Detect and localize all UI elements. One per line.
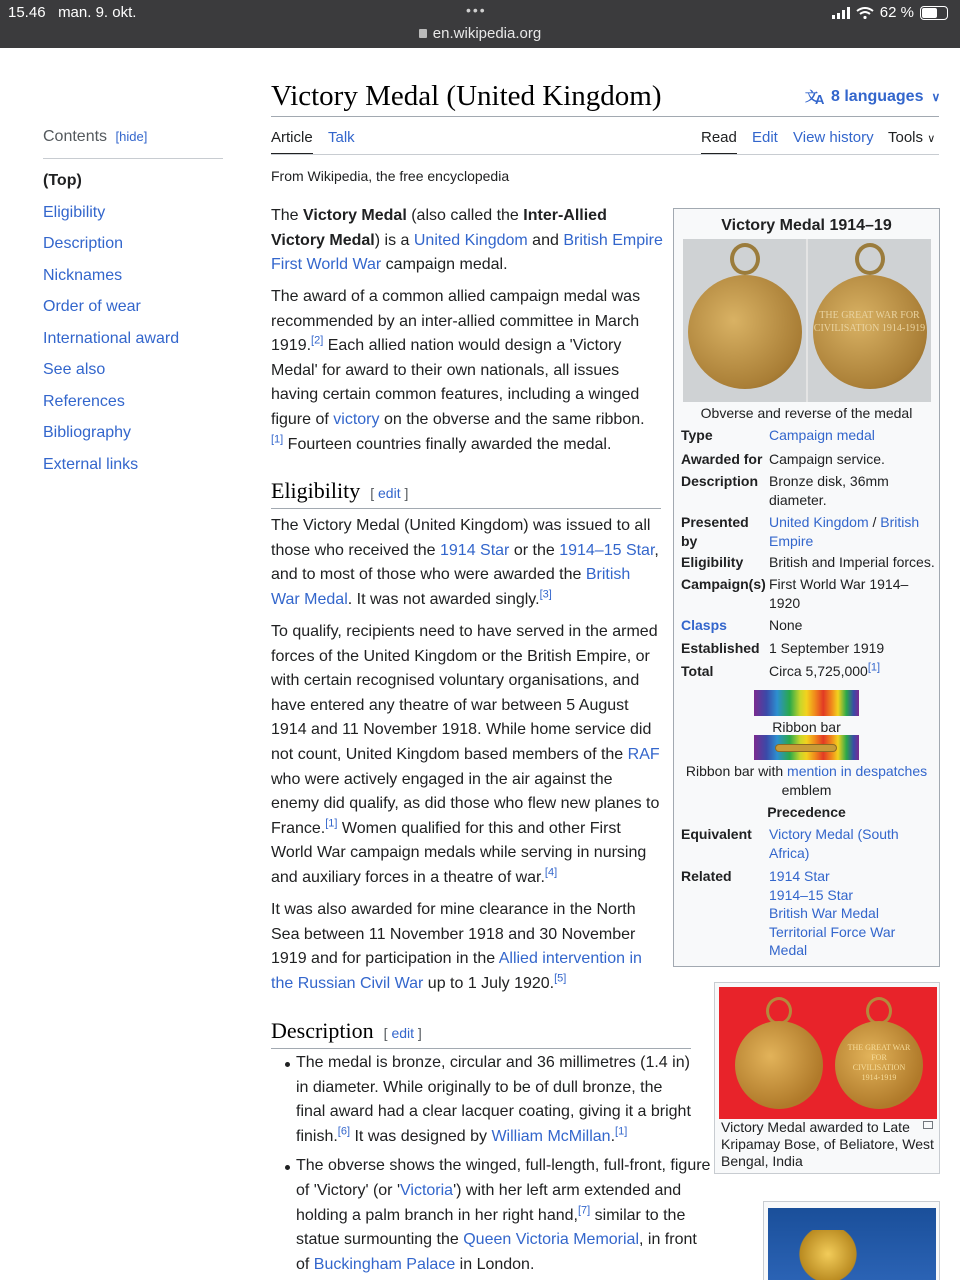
toc-item-references[interactable]: References (43, 392, 125, 410)
status-indicators (832, 4, 948, 21)
more-icon[interactable]: ••• (466, 2, 487, 18)
tools-menu[interactable]: Tools ∨ (888, 129, 936, 146)
page-tabs (271, 129, 939, 155)
ref-link[interactable]: [2] (311, 334, 324, 347)
description-list (283, 1051, 713, 1280)
link-first-world-war[interactable]: First World War (271, 256, 382, 274)
thumbnail-caption: Victory Medal awarded to Late Kripamay Bose, of Beliatore, West Bengal, India (721, 1119, 934, 1169)
link-1914-15-star[interactable]: 1914–15 Star (769, 886, 854, 903)
ref-link[interactable]: [5] (554, 972, 567, 985)
link-1914-star[interactable]: 1914 Star (769, 868, 830, 884)
infobox: Victory Medal 1914–19 THE GREAT WAR FOR CIVILISATION 1914-1919 Obverse and reverse of the medal Type Campaign medal Awarded for Campaign service. Description Bronze disk, 36mm diameter. Presented by United Kingdom / British Empire Eligibility British and Imperial forces. Campaign(s) First World War 1914–1920 Clasps None Established 1 September 1919 Total Circa 5,725,000[1] Ribbon bar Ribbon bar with mention in despatches emblem Precedence Equivalent Victory Medal (South Africa) Related 1914 Star 1914–15 Star British War Medal Territorial Force War Medal (673, 208, 940, 967)
edit-section-link[interactable]: edit (378, 485, 401, 501)
battery-text: 62 % (879, 4, 914, 21)
toc-item-order-of-wear[interactable]: Order of wear (43, 298, 141, 315)
chevron-down-icon: ∨ (931, 90, 941, 104)
intro-paragraph-2: The award of a common allied campaign medal was recommended by an inter-allied committee in March 1919.[2] Each allied nation would design a 'Victory Medal' for award to their own nationals, all issues having certain common features, including a winged figure of victory on the obverse and the same ribbon.[1] Fourteen countries finally awarded the medal. (271, 288, 645, 453)
medal-photo[interactable] (719, 987, 937, 1119)
section-heading-description: Description [ edit ] (271, 1018, 691, 1049)
chevron-down-icon: ∨ (927, 133, 936, 145)
ref-link[interactable]: [7] (577, 1204, 591, 1217)
ref-link[interactable]: [1] (867, 661, 881, 674)
toc-hide-link[interactable]: [hide] (115, 129, 148, 144)
toc-heading: Contents [hide] (43, 128, 223, 159)
address-bar[interactable]: en.wikipedia.org (0, 25, 960, 42)
list-item: The medal is bronze, circular and 36 millimetres (1.4 in) in diameter. While originally to be of dull bronze, the final award had a clear lacquer coating, giving it a bright finish.[6] It was designed by William McMillan.[1] (283, 1051, 693, 1149)
toc-item-bibliography[interactable]: Bibliography (43, 424, 132, 441)
toc-item-top[interactable]: (Top) (43, 172, 82, 189)
battery-icon (920, 6, 948, 20)
enlarge-icon[interactable] (923, 1121, 933, 1129)
link-campaign-medal[interactable]: Campaign medal (769, 427, 875, 443)
link-queen-victoria-memorial[interactable]: Queen Victoria Memorial (463, 1231, 639, 1249)
section-heading-eligibility: Eligibility [ edit ] (271, 478, 661, 509)
lock-icon (419, 29, 427, 38)
ribbon-bar (754, 690, 859, 716)
link-british-empire[interactable]: British Empire (563, 231, 663, 249)
intro-paragraph-1: The Victory Medal (also called the Inter-Allied Victory Medal) is a United Kingdom and British Empire First World War campaign medal. (271, 207, 663, 274)
languages-button[interactable]: 文 A 8 languages ∨ (805, 88, 941, 106)
medal-image[interactable] (683, 239, 931, 402)
tabs-divider (271, 154, 939, 155)
wifi-icon (856, 7, 874, 19)
toc-item-description[interactable]: Description (43, 235, 124, 252)
link-victory-medal-south-africa[interactable]: Victory Medal (South Africa) (769, 826, 899, 861)
toc-item-eligibility[interactable]: Eligibility (43, 203, 106, 221)
oak-leaf-emblem (776, 745, 836, 751)
eligibility-paragraph-2: To qualify, recipients need to have served in the armed forces of the United Kingdom or the British Empire, or with certain recognised voluntary organisations, and have entered any theatre of war between 5 August 1914 and 11 November 1918. While home service did not count, United Kingdom based members of the RAF who were actively engaged in the air against the enemy did qualify, as did those who flew new planes to France.[1] Women qualified for this and other First World War campaign medals while serving in nursing and auxiliary forces in a theatre of war.[4] (271, 623, 660, 886)
status-time: 15.46 man. 9. okt. (8, 4, 137, 21)
infobox-title: Victory Medal 1914–19 (721, 217, 892, 234)
tab-edit[interactable]: Edit (752, 129, 778, 146)
translate-icon (805, 88, 827, 106)
eligibility-paragraph-3: It was also awarded for mine clearance in the North Sea between 11 November 1918 and 30 November 1919 and for participation in the Allied intervention in the Russian Civil War up to 1 July 1920.[5] (271, 901, 642, 992)
table-of-contents (43, 128, 223, 480)
ref-link[interactable]: [1] (271, 433, 284, 446)
link-united-kingdom[interactable]: United Kingdom (413, 231, 528, 249)
site-subtitle: From Wikipedia, the free encyclopedia (271, 168, 510, 184)
image-thumbnail-2[interactable] (763, 1201, 940, 1280)
link-william-mcmillan[interactable]: William McMillan (491, 1127, 611, 1145)
toc-item-external-links[interactable]: External links (43, 455, 139, 473)
link-territorial-force-war-medal[interactable]: Territorial Force War Medal (769, 923, 896, 959)
list-item: The obverse shows the winged, full-length, full-front, figure of 'Victory' (or 'Victoria') with her left arm extended and holding a palm branch in her right hand,[7] similar to the statue surmounting the Queen Victoria Memorial, in front of Buckingham Palace in London. (283, 1154, 713, 1277)
link-raf[interactable]: RAF (627, 745, 660, 763)
toc-item-nicknames[interactable]: Nicknames (43, 266, 123, 284)
image-caption: Obverse and reverse of the medal (700, 405, 913, 421)
toc-item-see-also[interactable]: See also (43, 361, 106, 378)
ribbon-bar-mid (754, 735, 859, 760)
tab-talk[interactable]: Talk (328, 129, 355, 146)
svg-text:A: A (815, 92, 825, 106)
edit-section-link[interactable]: edit (391, 1025, 415, 1041)
link-buckingham-palace[interactable]: Buckingham Palace (313, 1255, 456, 1273)
title-divider (271, 116, 939, 117)
status-bar (0, 0, 960, 48)
link-united-kingdom[interactable]: United Kingdom (769, 514, 869, 530)
medal-obverse (683, 239, 806, 402)
eligibility-paragraph-1: The Victory Medal (United Kingdom) was issued to all those who received the 1914 Star or the 1914–15 Star, and to most of those who were awarded the British War Medal. It was not awarded singly.[3] (271, 517, 659, 608)
link-clasps[interactable]: Clasps (681, 617, 727, 633)
signal-icon (832, 7, 850, 19)
ref-link[interactable]: [3] (539, 588, 552, 601)
link-british-war-medal[interactable]: British War Medal (271, 566, 631, 608)
ref-link[interactable]: [1] (325, 817, 338, 830)
link-british-empire[interactable]: British Empire (769, 514, 920, 549)
medal-photo-inscription: THE GREAT WAR FOR CIVILISATION 1914-1919 (847, 1043, 911, 1082)
ribbon-mid-caption: Ribbon bar with mention in despatches emblem (685, 763, 928, 798)
statue-photo[interactable] (768, 1208, 936, 1280)
medal-inscription: THE GREAT WAR FOR CIVILISATION 1914-1919 (813, 310, 926, 334)
tab-read[interactable]: Read (701, 129, 737, 146)
page-title: Victory Medal (United Kingdom) (271, 80, 662, 112)
link-allied-intervention[interactable]: Allied intervention in the Russian Civil War (271, 950, 642, 992)
image-thumbnail[interactable] (714, 982, 940, 1174)
link-1914-star[interactable]: 1914 Star (440, 541, 510, 559)
link-victoria[interactable]: Victoria (400, 1181, 454, 1199)
ref-link[interactable]: [6] (337, 1125, 351, 1138)
link-1914-15-star[interactable]: 1914–15 Star (559, 541, 655, 559)
ribbon-caption: Ribbon bar (772, 719, 841, 735)
precedence-heading: Precedence (767, 804, 846, 820)
svg-text:文: 文 (805, 89, 819, 104)
link-mention-in-despatches[interactable]: mention in despatches (787, 763, 928, 779)
medal-reverse (806, 239, 931, 402)
link-victory[interactable]: victory (333, 410, 380, 428)
link-british-war-medal[interactable]: British War Medal (769, 905, 879, 922)
toc-item-international-award[interactable]: International award (43, 329, 180, 347)
ref-link[interactable]: [4] (544, 866, 558, 879)
tab-view-history[interactable]: View history (793, 129, 874, 146)
ref-link[interactable]: [1] (615, 1125, 628, 1138)
tab-article[interactable]: Article (271, 129, 313, 146)
